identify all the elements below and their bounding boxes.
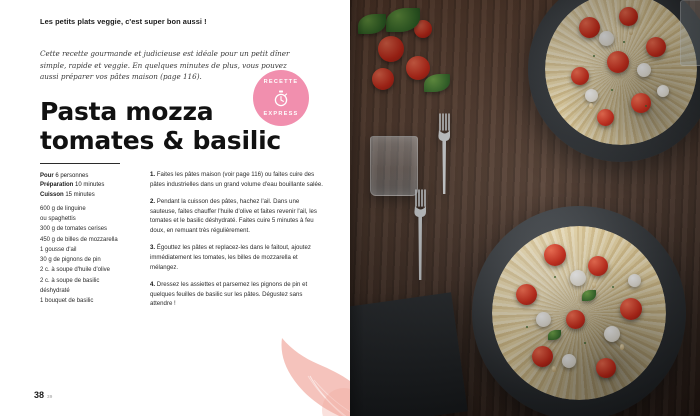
list-item: 30 g de pignons de pin bbox=[40, 257, 101, 264]
step-text: Faites les pâtes maison (voir page 116) ou faites cuire des pâtes industrielles dans un grand volume d'eau bouillante salée. bbox=[150, 171, 323, 188]
list-item: 300 g de tomates cerises bbox=[40, 226, 108, 233]
meta-servings-label: Pour bbox=[40, 173, 54, 179]
recipe-title-line-1: Pasta mozza bbox=[40, 97, 214, 126]
badge-bottom-label: EXPRESS bbox=[263, 111, 299, 117]
step-number: 4. bbox=[150, 280, 156, 288]
list-item: 450 g de billes de mozzarella bbox=[40, 236, 118, 243]
step-item bbox=[150, 280, 325, 310]
step-item bbox=[150, 170, 325, 190]
meta-prep-label: Préparation bbox=[40, 182, 74, 189]
title-divider bbox=[40, 163, 120, 164]
ingredients-list bbox=[40, 205, 132, 307]
list-item: 1 gousse d'ail bbox=[40, 246, 77, 253]
photo-vignette bbox=[350, 0, 700, 416]
kicker-text: Les petits plats veggie, c'est super bon aussi ! bbox=[40, 17, 207, 26]
steps-list bbox=[150, 170, 325, 316]
meta-cook-value: 15 minutes bbox=[65, 191, 95, 198]
badge-top-label: RECETTE bbox=[263, 79, 299, 85]
meta-servings bbox=[40, 172, 130, 181]
meta-cook bbox=[40, 191, 130, 200]
step-text: Dressez les assiettes et parsemez les pignons de pin et quelques feuilles de basilic sur les pâtes. Dégustez sans attendre ! bbox=[150, 280, 308, 308]
list-item: 600 g de linguine bbox=[40, 206, 86, 212]
folio-label: 39 bbox=[47, 394, 53, 399]
step-number: 2. bbox=[150, 197, 156, 205]
step-number: 3. bbox=[150, 244, 156, 252]
recipe-title-line-2: tomates & basilic bbox=[40, 125, 281, 155]
step-text: Pendant la cuisson des pâtes, hachez l'ail. Dans une sauteuse, faites chauffer l'huile d'olive et faites revenir l'ail, les tomates et le basilic déshydraté. Faites cuire 5 minutes à feu doux, en remuant très régulièrement. bbox=[150, 197, 317, 235]
step-item bbox=[150, 197, 325, 236]
list-item: ou spaghettis bbox=[40, 216, 76, 223]
list-item: 1 bouquet de basilic bbox=[40, 297, 94, 304]
list-item: déshydraté bbox=[40, 287, 70, 294]
meta-prep bbox=[40, 181, 130, 190]
list-item: 2 c. à soupe de basilic bbox=[40, 277, 100, 284]
intro-paragraph: Cette recette gourmande et judicieuse est idéale pour un petit dîner simple, rapide et veggie. En quelques minutes de plus, vous pouvez aussi préparer vos pâtes maison (page 116). bbox=[40, 49, 290, 82]
folio-number: 38 bbox=[34, 390, 45, 400]
step-item bbox=[150, 243, 325, 273]
recipe-photo bbox=[350, 0, 700, 416]
list-item: 2 c. à soupe d'huile d'olive bbox=[40, 267, 111, 274]
meta-prep-value: 10 minutes bbox=[75, 182, 105, 189]
step-text: Égouttez les pâtes et replacez-les dans le faitout, ajoutez immédiatement les tomates, les billes de mozzarella et mélangez. bbox=[150, 244, 311, 271]
meta-cook-label: Cuisson bbox=[40, 191, 64, 198]
leaf-decoration-icon bbox=[236, 314, 350, 416]
recipe-meta bbox=[40, 172, 130, 200]
meta-servings-value: 6 personnes bbox=[55, 173, 89, 179]
page-folio bbox=[34, 390, 53, 400]
page-title bbox=[40, 98, 330, 155]
step-number: 1. bbox=[150, 171, 156, 178]
